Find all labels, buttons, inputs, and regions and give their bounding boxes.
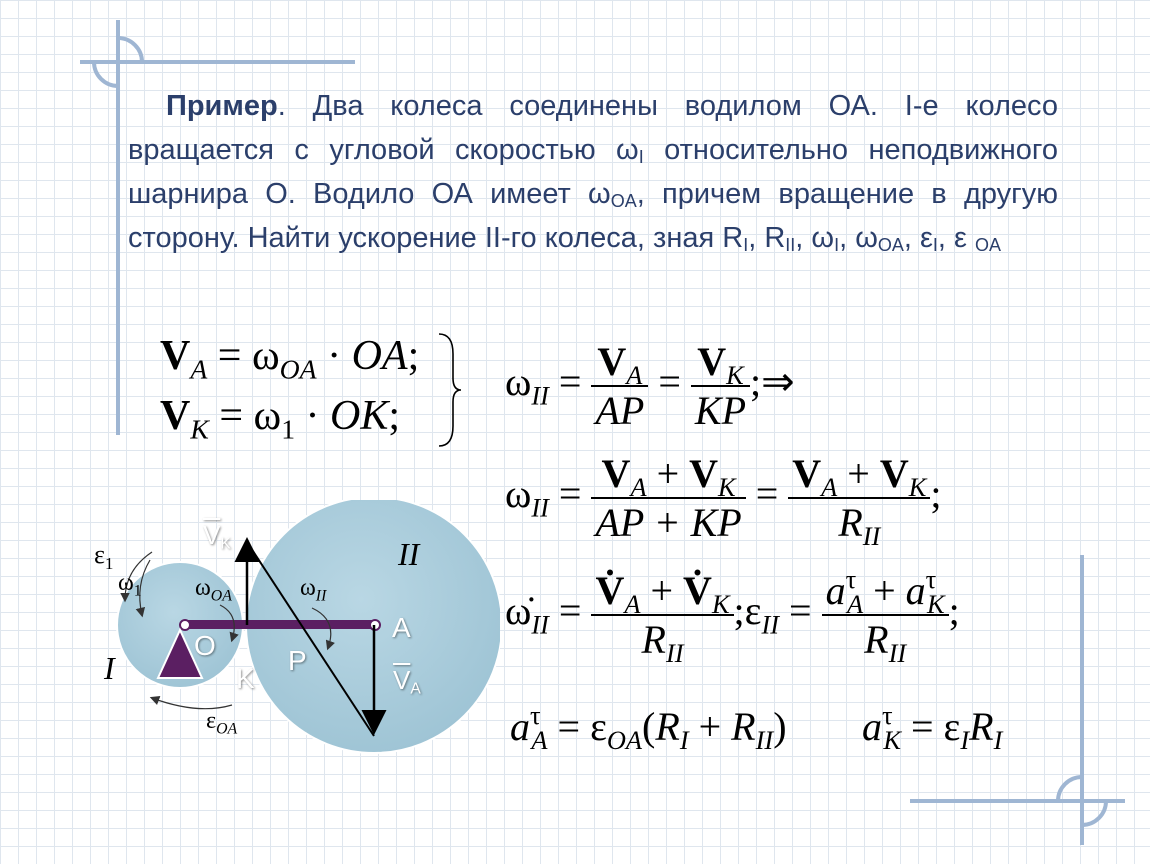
sub-OA-2: OA	[877, 235, 904, 255]
omega-symbol: ω	[253, 393, 282, 439]
statement-text-8: , ε	[937, 222, 976, 254]
statement-text-2: относительно неподвижного шарнира О. Водило ОА имеет ω	[128, 134, 1058, 210]
label-omegaII	[300, 575, 327, 605]
equation-omegaII-sum	[505, 450, 942, 552]
sub-I-2: I	[743, 235, 749, 255]
epsilon-symbol: ε	[943, 704, 961, 749]
sub-OA: OA	[606, 725, 643, 756]
AP-plus-KP-text: AP + KP	[595, 500, 742, 545]
fraction-a-RII	[822, 564, 949, 669]
equals: =	[558, 588, 582, 634]
sub-II: II	[761, 609, 780, 640]
equation-aA	[510, 700, 787, 756]
sub-I: I	[638, 147, 644, 167]
right-paren: )	[773, 704, 787, 749]
eps1-symbol: ε	[94, 540, 105, 569]
equals: =	[558, 471, 582, 517]
sub-OA: OA	[279, 353, 317, 385]
plus: +	[656, 451, 680, 496]
VA-symbol: $\overline{V}$	[393, 665, 411, 695]
label-omega1	[118, 570, 142, 600]
sub-II: II	[862, 521, 881, 552]
statement-text-3: , причем вращение в другую сторону. Найти ускорение II-го колеса, зная R	[128, 178, 1058, 254]
omegaII-sub: II	[315, 587, 327, 605]
epsilon-symbol: ε	[590, 704, 607, 749]
sub-A: A	[190, 353, 208, 385]
wheel-I-text: I	[104, 650, 115, 686]
sub-I: I	[993, 725, 1003, 756]
statement-text-4: , R	[748, 222, 786, 254]
VA-sub: A	[410, 680, 421, 698]
equals: =	[557, 704, 581, 749]
sub-A: A	[626, 360, 643, 391]
equation-VA	[160, 332, 420, 385]
tau-symbol: τ	[925, 564, 937, 595]
V-symbol: V	[160, 393, 191, 439]
carrier-OA	[185, 620, 375, 629]
KP-text: KP	[694, 388, 747, 433]
sub-K: K	[927, 589, 945, 620]
omega-symbol: ω	[505, 359, 532, 405]
V-symbol: V	[879, 451, 909, 496]
V-symbol: V	[792, 451, 822, 496]
example-label: Пример	[166, 90, 278, 122]
omega1-symbol: ω	[118, 570, 134, 596]
sub-II: II	[531, 380, 549, 411]
VK-symbol: $\overline{V}$	[203, 520, 221, 550]
V-symbol: V	[697, 339, 727, 384]
label-omegaOA	[195, 575, 232, 605]
OA-text: OA	[351, 333, 408, 379]
AP-text: AP	[595, 388, 645, 433]
label-wheel-II	[398, 536, 419, 573]
omega-dot-symbol: ω̇	[505, 588, 532, 634]
right-brace	[435, 330, 465, 450]
sub-K: K	[718, 472, 736, 503]
mechanism-diagram	[80, 500, 500, 780]
V-symbol: V	[597, 339, 627, 384]
sub-K: K	[883, 725, 901, 756]
statement-text-1: . Два колеса соединены водилом ОА. I-е колесо вращается с угловой скоростью ω	[128, 90, 1058, 166]
sub-II: II	[531, 492, 549, 523]
OK-text: OK	[330, 393, 389, 439]
plus: +	[873, 568, 896, 613]
plus: +	[847, 451, 870, 496]
label-P: P	[288, 645, 307, 676]
semicolon: ;	[733, 588, 745, 634]
equals: =	[755, 471, 779, 517]
sub-K: K	[711, 589, 730, 620]
problem-statement	[128, 84, 1058, 260]
tau-symbol: τ	[530, 700, 541, 731]
equation-omegaII-ratio	[505, 338, 795, 434]
eps1-sub: 1	[104, 554, 114, 573]
fraction-VA-AP	[591, 338, 648, 434]
R-symbol: R	[864, 617, 889, 662]
label-eps1	[94, 540, 114, 573]
equation-aK	[862, 700, 1003, 756]
semicolon: ;	[750, 359, 762, 405]
diagram-drawing	[80, 500, 500, 780]
statement-text-5: , ω	[795, 222, 835, 254]
sub-K: K	[190, 413, 209, 445]
omegaOA-symbol: ω	[195, 575, 211, 601]
equals: =	[217, 333, 242, 379]
label-epsOA	[206, 708, 238, 738]
plus: +	[698, 704, 722, 749]
VK-sub: K	[220, 535, 231, 553]
equals: =	[558, 359, 582, 405]
tau-symbol: τ	[845, 564, 857, 595]
sub-K: K	[726, 360, 744, 391]
sub-A: A	[821, 472, 838, 503]
omega-symbol: ω	[251, 333, 280, 379]
sub-A: A	[624, 589, 641, 620]
dot-operator: ·	[305, 393, 320, 439]
omegaOA-sub: OA	[210, 587, 232, 605]
V-symbol: V	[601, 451, 631, 496]
equals: =	[789, 588, 812, 634]
sub-A: A	[531, 725, 548, 756]
left-paren: (	[642, 704, 656, 749]
sub-I-4: I	[932, 235, 938, 255]
label-VA	[393, 665, 421, 696]
label-VK	[203, 520, 231, 551]
V-dot-symbol: V̇	[683, 568, 712, 613]
wheel-II-text: II	[398, 536, 420, 572]
joint-O	[180, 620, 190, 630]
implies-arrow: ⇒	[761, 359, 795, 405]
a-symbol: a	[862, 704, 882, 749]
sub-II: II	[785, 235, 796, 255]
label-wheel-I	[104, 650, 115, 687]
semicolon: ;	[388, 393, 401, 439]
fraction-sum-APKP	[591, 450, 745, 546]
R-symbol: R	[969, 704, 994, 749]
V-dot-symbol: V̇	[595, 568, 625, 613]
omega-symbol: ω	[505, 471, 532, 517]
statement-text-6: , ω	[839, 222, 878, 254]
fraction-dotV-RII	[591, 567, 733, 669]
semicolon: ;	[407, 333, 420, 379]
a-symbol: a	[510, 704, 530, 749]
sub-A: A	[630, 472, 647, 503]
label-A: A	[392, 612, 411, 643]
equals: =	[219, 393, 244, 439]
R-symbol: R	[731, 704, 756, 749]
omega1-sub: 1	[133, 582, 142, 600]
sub-1: 1	[281, 413, 296, 445]
epsOA-sub: OA	[216, 720, 238, 738]
R-symbol: R	[838, 500, 863, 545]
equals: =	[910, 704, 934, 749]
sub-II: II	[888, 638, 907, 669]
V-symbol: V	[689, 451, 719, 496]
omegaII-symbol: ω	[300, 575, 316, 601]
V-symbol: V	[160, 333, 191, 379]
R-symbol: R	[641, 617, 666, 662]
sub-II: II	[531, 609, 549, 640]
label-K: K	[236, 663, 255, 694]
sub-OA-3: OA	[975, 235, 1002, 255]
equals: =	[658, 359, 681, 405]
sub-A: A	[846, 589, 864, 620]
equation-VK	[160, 392, 401, 445]
equation-epsII	[505, 564, 960, 669]
sub-II: II	[665, 638, 684, 669]
sub-I-3: I	[834, 235, 840, 255]
sub-I: I	[960, 725, 970, 756]
sub-I: I	[679, 725, 689, 756]
epsOA-symbol: ε	[206, 708, 217, 734]
sub-K: K	[908, 472, 927, 503]
fraction-VK-KP	[691, 338, 750, 434]
semicolon: ;	[948, 588, 960, 634]
a-symbol: a	[905, 568, 926, 613]
sub-II: II	[755, 725, 774, 756]
sub-OA: OA	[610, 191, 637, 211]
epsilon-symbol: ε	[744, 588, 762, 634]
semicolon: ;	[930, 471, 942, 517]
dot-operator: ·	[327, 333, 342, 379]
statement-text-7: , ε	[903, 222, 933, 254]
R-symbol: R	[655, 704, 680, 749]
tau-symbol: τ	[882, 700, 893, 731]
fraction-sum-RII	[788, 450, 930, 552]
a-symbol: a	[825, 568, 846, 613]
label-O: O	[194, 630, 216, 661]
plus: +	[650, 568, 674, 613]
